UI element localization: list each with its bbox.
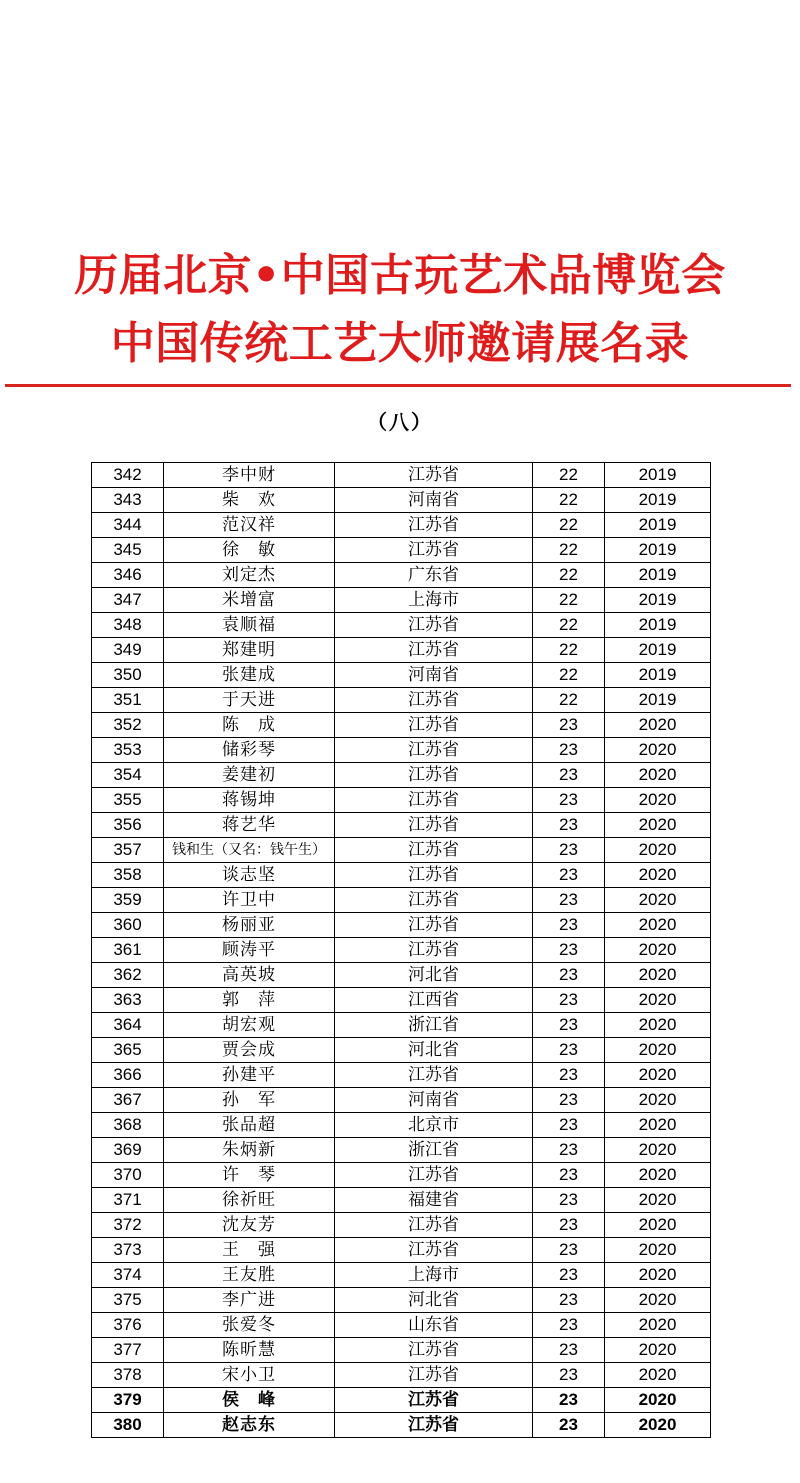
- table-row: [92, 638, 711, 663]
- year-cell: 2020: [605, 963, 711, 988]
- table-row: [92, 888, 711, 913]
- session-number-cell: 23: [533, 1038, 605, 1063]
- session-number-cell: 23: [533, 1163, 605, 1188]
- master-name-cell: 赵志东: [164, 1413, 335, 1438]
- table-row: [92, 513, 711, 538]
- session-number-cell: 23: [533, 988, 605, 1013]
- master-name-cell: 陈 成: [164, 713, 335, 738]
- table-row: [92, 713, 711, 738]
- row-number-cell: 349: [92, 638, 164, 663]
- master-name-cell: 郭 萍: [164, 988, 335, 1013]
- region-cell: 江苏省: [335, 863, 533, 888]
- year-cell: 2020: [605, 1313, 711, 1338]
- master-name-cell: 孙建平: [164, 1063, 335, 1088]
- year-cell: 2019: [605, 688, 711, 713]
- table-row: [92, 1013, 711, 1038]
- year-cell: 2020: [605, 1238, 711, 1263]
- table-row: [92, 563, 711, 588]
- session-number-cell: 23: [533, 1263, 605, 1288]
- row-number-cell: 368: [92, 1113, 164, 1138]
- row-number-cell: 344: [92, 513, 164, 538]
- year-cell: 2020: [605, 913, 711, 938]
- session-number-cell: 23: [533, 1238, 605, 1263]
- year-cell: 2020: [605, 788, 711, 813]
- master-name-cell: 杨丽亚: [164, 913, 335, 938]
- table-row: [92, 938, 711, 963]
- row-number-cell: 347: [92, 588, 164, 613]
- row-number-cell: 373: [92, 1238, 164, 1263]
- roster-table-body: [92, 463, 711, 1438]
- session-number-cell: 23: [533, 938, 605, 963]
- region-cell: 江苏省: [335, 838, 533, 863]
- year-cell: 2020: [605, 1363, 711, 1388]
- region-cell: 江苏省: [335, 888, 533, 913]
- year-cell: 2019: [605, 638, 711, 663]
- year-cell: 2019: [605, 563, 711, 588]
- year-cell: 2020: [605, 1063, 711, 1088]
- region-cell: 河北省: [335, 1288, 533, 1313]
- row-number-cell: 356: [92, 813, 164, 838]
- session-number-cell: 23: [533, 1013, 605, 1038]
- session-number-cell: 23: [533, 1113, 605, 1138]
- master-name-cell: 顾涛平: [164, 938, 335, 963]
- region-cell: 北京市: [335, 1113, 533, 1138]
- master-name-cell: 孙 军: [164, 1088, 335, 1113]
- master-name-cell: 蒋艺华: [164, 813, 335, 838]
- title-line-2: 中国传统工艺大师邀请展名录: [110, 318, 690, 369]
- master-name-cell: 柴 欢: [164, 488, 335, 513]
- region-cell: 江苏省: [335, 788, 533, 813]
- region-cell: 江苏省: [335, 638, 533, 663]
- region-cell: 江苏省: [335, 463, 533, 488]
- region-cell: 江苏省: [335, 938, 533, 963]
- session-number-cell: 23: [533, 813, 605, 838]
- row-number-cell: 361: [92, 938, 164, 963]
- master-name-cell: 朱炳新: [164, 1138, 335, 1163]
- table-row: [92, 963, 711, 988]
- table-row: [92, 788, 711, 813]
- row-number-cell: 350: [92, 663, 164, 688]
- table-row: [92, 488, 711, 513]
- master-name-cell: 米增富: [164, 588, 335, 613]
- session-number-cell: 23: [533, 1363, 605, 1388]
- table-row: [92, 1338, 711, 1363]
- master-name-cell: 钱和生（又名：钱午生）: [164, 838, 335, 863]
- table-row: [92, 863, 711, 888]
- row-number-cell: 359: [92, 888, 164, 913]
- session-number-cell: 23: [533, 1313, 605, 1338]
- title-divider: [5, 384, 791, 387]
- title-line-1: 历届北京•中国古玩艺术品博览会: [74, 250, 726, 301]
- session-number-cell: 22: [533, 513, 605, 538]
- master-name-cell: 张建成: [164, 663, 335, 688]
- region-cell: 河南省: [335, 1088, 533, 1113]
- year-cell: 2020: [605, 713, 711, 738]
- master-name-cell: 王 强: [164, 1238, 335, 1263]
- row-number-cell: 375: [92, 1288, 164, 1313]
- table-row: [92, 588, 711, 613]
- master-name-cell: 李中财: [164, 463, 335, 488]
- table-row: [92, 1088, 711, 1113]
- year-cell: 2019: [605, 588, 711, 613]
- session-number-cell: 23: [533, 1413, 605, 1438]
- region-cell: 江苏省: [335, 763, 533, 788]
- row-number-cell: 351: [92, 688, 164, 713]
- session-number-cell: 23: [533, 1388, 605, 1413]
- table-row: [92, 1263, 711, 1288]
- session-number-cell: 23: [533, 1213, 605, 1238]
- year-cell: 2020: [605, 1188, 711, 1213]
- table-row: [92, 913, 711, 938]
- region-cell: 江苏省: [335, 1413, 533, 1438]
- row-number-cell: 355: [92, 788, 164, 813]
- master-name-cell: 张爱冬: [164, 1313, 335, 1338]
- region-cell: 江苏省: [335, 713, 533, 738]
- session-number-cell: 22: [533, 563, 605, 588]
- row-number-cell: 365: [92, 1038, 164, 1063]
- table-row: [92, 988, 711, 1013]
- region-cell: 江苏省: [335, 513, 533, 538]
- master-name-cell: 陈昕慧: [164, 1338, 335, 1363]
- row-number-cell: 362: [92, 963, 164, 988]
- session-number-cell: 22: [533, 463, 605, 488]
- master-name-cell: 王友胜: [164, 1263, 335, 1288]
- year-cell: 2020: [605, 1138, 711, 1163]
- session-number-cell: 23: [533, 738, 605, 763]
- table-row: [92, 813, 711, 838]
- region-cell: 浙江省: [335, 1138, 533, 1163]
- row-number-cell: 379: [92, 1388, 164, 1413]
- year-cell: 2020: [605, 763, 711, 788]
- row-number-cell: 345: [92, 538, 164, 563]
- session-number-cell: 23: [533, 913, 605, 938]
- region-cell: 江苏省: [335, 1363, 533, 1388]
- master-name-cell: 姜建初: [164, 763, 335, 788]
- row-number-cell: 343: [92, 488, 164, 513]
- table-row: [92, 763, 711, 788]
- region-cell: 江西省: [335, 988, 533, 1013]
- master-name-cell: 刘定杰: [164, 563, 335, 588]
- region-cell: 广东省: [335, 563, 533, 588]
- row-number-cell: 342: [92, 463, 164, 488]
- region-cell: 河北省: [335, 963, 533, 988]
- master-name-cell: 胡宏观: [164, 1013, 335, 1038]
- year-cell: 2020: [605, 888, 711, 913]
- year-cell: 2020: [605, 838, 711, 863]
- table-row: [92, 538, 711, 563]
- region-cell: 江苏省: [335, 1388, 533, 1413]
- region-cell: 江苏省: [335, 813, 533, 838]
- master-name-cell: 宋小卫: [164, 1363, 335, 1388]
- master-name-cell: 李广进: [164, 1288, 335, 1313]
- session-number-cell: 23: [533, 1138, 605, 1163]
- table-row: [92, 688, 711, 713]
- session-number-cell: 23: [533, 1288, 605, 1313]
- year-cell: 2020: [605, 1388, 711, 1413]
- session-number-cell: 22: [533, 688, 605, 713]
- table-row: [92, 738, 711, 763]
- year-cell: 2019: [605, 463, 711, 488]
- region-cell: 河南省: [335, 488, 533, 513]
- year-cell: 2019: [605, 613, 711, 638]
- region-cell: 浙江省: [335, 1013, 533, 1038]
- session-number-cell: 22: [533, 638, 605, 663]
- year-cell: 2020: [605, 863, 711, 888]
- region-cell: 江苏省: [335, 913, 533, 938]
- row-number-cell: 367: [92, 1088, 164, 1113]
- row-number-cell: 363: [92, 988, 164, 1013]
- session-number-cell: 23: [533, 1063, 605, 1088]
- region-cell: 山东省: [335, 1313, 533, 1338]
- session-number-cell: 22: [533, 613, 605, 638]
- table-row: [92, 463, 711, 488]
- master-name-cell: 许卫中: [164, 888, 335, 913]
- roster-table: [91, 462, 711, 1438]
- session-number-cell: 23: [533, 1338, 605, 1363]
- row-number-cell: 378: [92, 1363, 164, 1388]
- region-cell: 江苏省: [335, 1163, 533, 1188]
- table-row: [92, 838, 711, 863]
- session-number-cell: 23: [533, 963, 605, 988]
- master-name-cell: 蒋锡坤: [164, 788, 335, 813]
- master-name-cell: 徐祈旺: [164, 1188, 335, 1213]
- row-number-cell: 380: [92, 1413, 164, 1438]
- row-number-cell: 346: [92, 563, 164, 588]
- master-name-cell: 张品超: [164, 1113, 335, 1138]
- table-row: [92, 1063, 711, 1088]
- row-number-cell: 357: [92, 838, 164, 863]
- year-cell: 2020: [605, 1413, 711, 1438]
- row-number-cell: 354: [92, 763, 164, 788]
- session-number-cell: 22: [533, 538, 605, 563]
- master-name-cell: 范汉祥: [164, 513, 335, 538]
- master-name-cell: 沈友芳: [164, 1213, 335, 1238]
- session-number-cell: 23: [533, 863, 605, 888]
- region-cell: 上海市: [335, 588, 533, 613]
- row-number-cell: 370: [92, 1163, 164, 1188]
- year-cell: 2020: [605, 1338, 711, 1363]
- session-number-cell: 23: [533, 788, 605, 813]
- year-cell: 2019: [605, 538, 711, 563]
- region-cell: 江苏省: [335, 1338, 533, 1363]
- session-number-cell: 23: [533, 1188, 605, 1213]
- table-row: [92, 1313, 711, 1338]
- session-number-cell: 22: [533, 488, 605, 513]
- row-number-cell: 348: [92, 613, 164, 638]
- year-cell: 2020: [605, 1038, 711, 1063]
- table-row: [92, 1138, 711, 1163]
- region-cell: 河南省: [335, 663, 533, 688]
- table-row: [92, 1113, 711, 1138]
- row-number-cell: 372: [92, 1213, 164, 1238]
- session-number-cell: 22: [533, 663, 605, 688]
- master-name-cell: 郑建明: [164, 638, 335, 663]
- year-cell: 2020: [605, 988, 711, 1013]
- year-cell: 2019: [605, 488, 711, 513]
- year-cell: 2020: [605, 1263, 711, 1288]
- table-row: [92, 1188, 711, 1213]
- year-cell: 2020: [605, 1213, 711, 1238]
- session-number-cell: 23: [533, 763, 605, 788]
- session-number-cell: 23: [533, 1088, 605, 1113]
- master-name-cell: 高英坡: [164, 963, 335, 988]
- region-cell: 江苏省: [335, 1213, 533, 1238]
- year-cell: 2020: [605, 1288, 711, 1313]
- row-number-cell: 374: [92, 1263, 164, 1288]
- master-name-cell: 贾会成: [164, 1038, 335, 1063]
- master-name-cell: 谈志坚: [164, 863, 335, 888]
- year-cell: 2020: [605, 1088, 711, 1113]
- region-cell: 江苏省: [335, 738, 533, 763]
- row-number-cell: 352: [92, 713, 164, 738]
- row-number-cell: 353: [92, 738, 164, 763]
- session-number-cell: 22: [533, 588, 605, 613]
- master-name-cell: 许 琴: [164, 1163, 335, 1188]
- year-cell: 2020: [605, 1013, 711, 1038]
- region-cell: 福建省: [335, 1188, 533, 1213]
- row-number-cell: 376: [92, 1313, 164, 1338]
- table-row: [92, 1213, 711, 1238]
- section-subtitle: （八）: [367, 410, 433, 434]
- master-name-cell: 徐 敏: [164, 538, 335, 563]
- table-row: [92, 1288, 711, 1313]
- master-name-cell: 于天进: [164, 688, 335, 713]
- master-name-cell: 袁顺福: [164, 613, 335, 638]
- table-row: [92, 613, 711, 638]
- year-cell: 2019: [605, 663, 711, 688]
- table-row: [92, 1163, 711, 1188]
- row-number-cell: 366: [92, 1063, 164, 1088]
- year-cell: 2020: [605, 938, 711, 963]
- region-cell: 江苏省: [335, 1063, 533, 1088]
- year-cell: 2020: [605, 738, 711, 763]
- row-number-cell: 360: [92, 913, 164, 938]
- region-cell: 江苏省: [335, 1238, 533, 1263]
- table-row: [92, 1413, 711, 1438]
- row-number-cell: 364: [92, 1013, 164, 1038]
- row-number-cell: 377: [92, 1338, 164, 1363]
- table-row: [92, 1038, 711, 1063]
- table-row: [92, 663, 711, 688]
- year-cell: 2019: [605, 513, 711, 538]
- table-row: [92, 1238, 711, 1263]
- year-cell: 2020: [605, 813, 711, 838]
- region-cell: 上海市: [335, 1263, 533, 1288]
- region-cell: 江苏省: [335, 688, 533, 713]
- table-row: [92, 1363, 711, 1388]
- master-name-cell: 储彩琴: [164, 738, 335, 763]
- region-cell: 江苏省: [335, 538, 533, 563]
- table-row: [92, 1388, 711, 1413]
- master-name-cell: 侯 峰: [164, 1388, 335, 1413]
- session-number-cell: 23: [533, 713, 605, 738]
- region-cell: 江苏省: [335, 613, 533, 638]
- region-cell: 河北省: [335, 1038, 533, 1063]
- row-number-cell: 369: [92, 1138, 164, 1163]
- session-number-cell: 23: [533, 888, 605, 913]
- row-number-cell: 358: [92, 863, 164, 888]
- year-cell: 2020: [605, 1163, 711, 1188]
- year-cell: 2020: [605, 1113, 711, 1138]
- session-number-cell: 23: [533, 838, 605, 863]
- row-number-cell: 371: [92, 1188, 164, 1213]
